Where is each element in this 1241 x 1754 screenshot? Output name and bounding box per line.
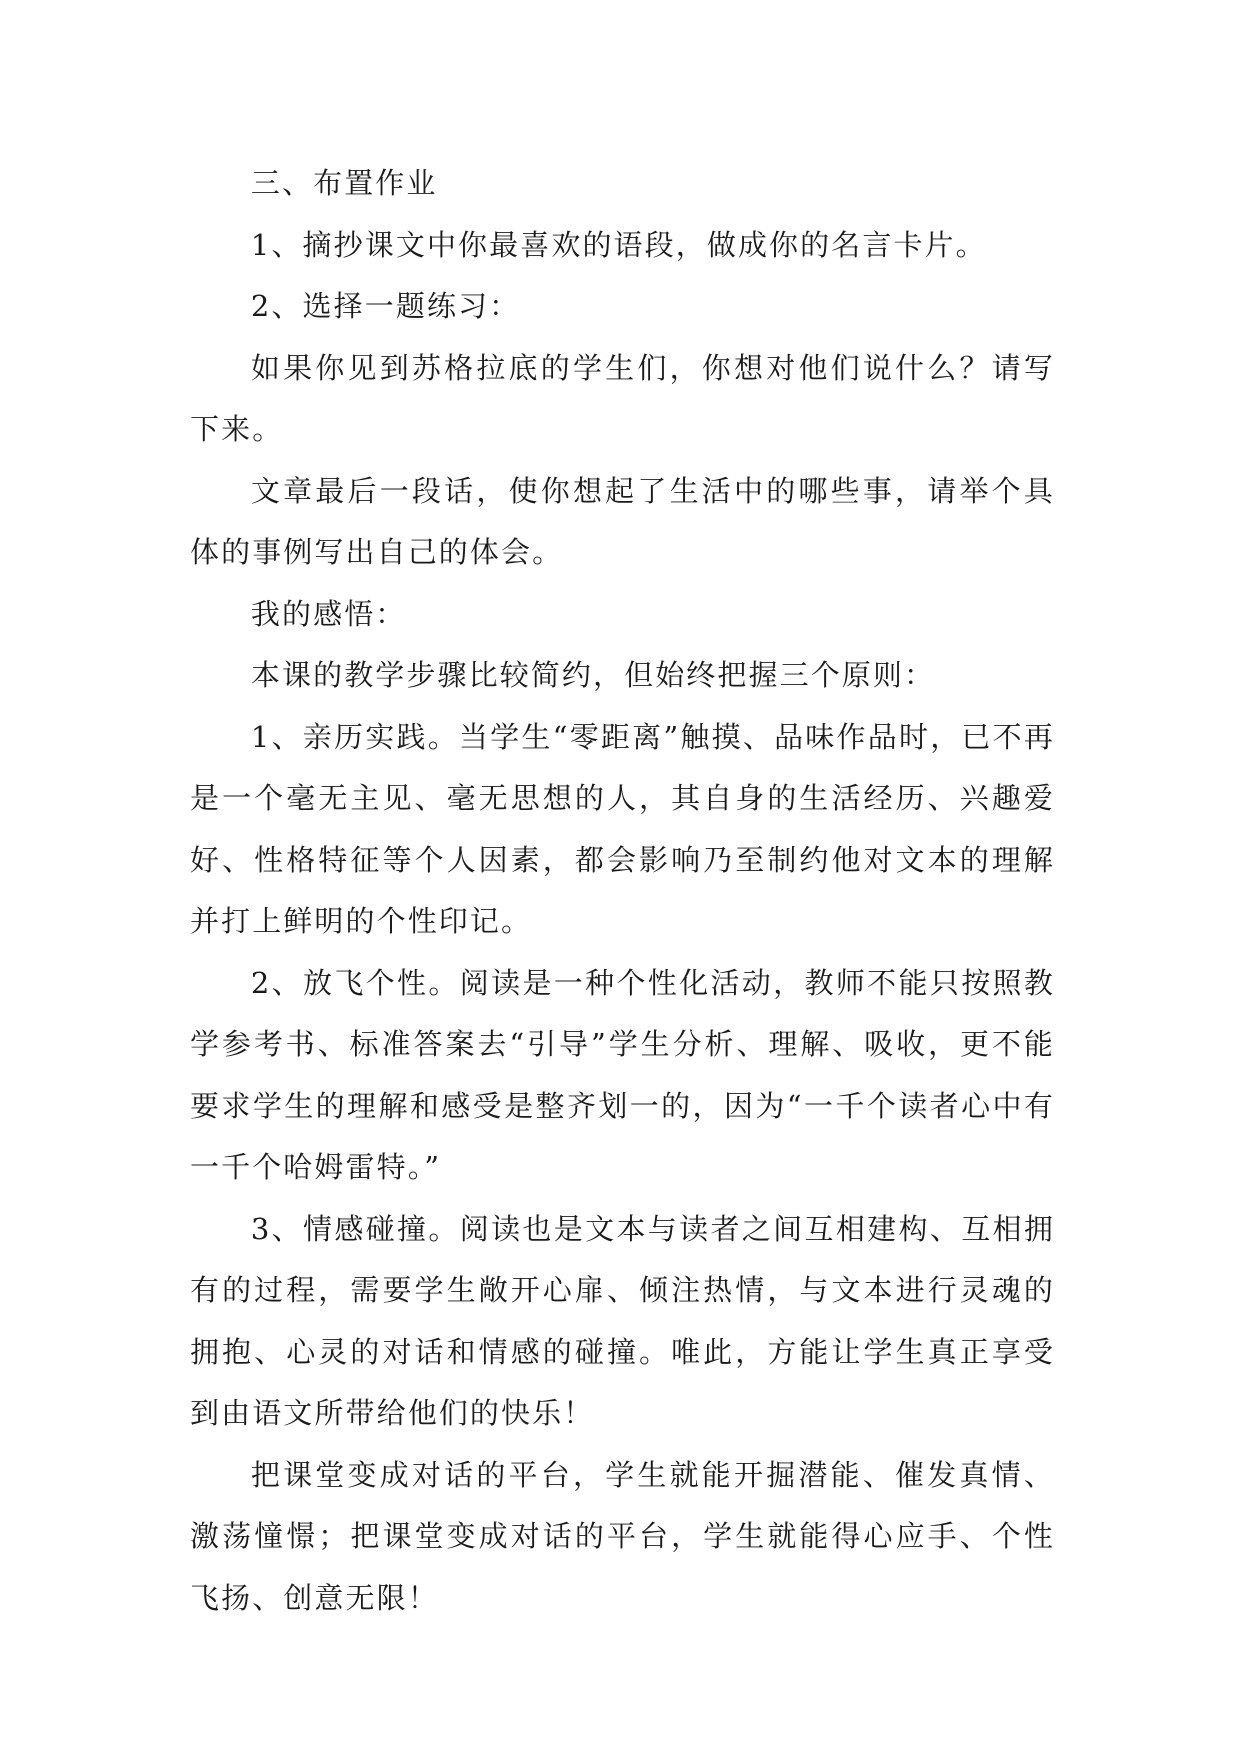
exercise-option-1: 如果你见到苏格拉底的学生们，你想对他们说什么？请写下来。 — [190, 350, 1055, 446]
exercise-option-2: 文章最后一段话，使你想起了生活中的哪些事，请举个具体的事例写出自己的体会。 — [190, 473, 1055, 569]
section-heading-homework: 三、布置作业 — [250, 166, 438, 200]
principle-3: 3、情感碰撞。阅读也是文本与读者之间互相建构、互相拥有的过程，需要学生敞开心扉、倾注热情，与文本进行灵魂的拥抱、心灵的对话和情感的碰撞。唯此，方能让学生真正享受到由语文所带给他们的快乐！ — [190, 1211, 1055, 1430]
reflection-intro: 本课的教学步骤比较简约，但始终把握三个原则： — [250, 658, 936, 692]
closing-paragraph: 把课堂变成对话的平台，学生就能开掘潜能、催发真情、激荡憧憬；把课堂变成对话的平台，学生就能得心应手、个性飞扬、创意无限！ — [190, 1457, 1055, 1615]
principle-1: 1、亲历实践。当学生“零距离”触摸、品味作品时，已不再是一个毫无主见、毫无思想的人，其自身的生活经历、兴趣爱好、性格特征等个人因素，都会影响乃至制约他对文本的理解并打上鲜明的个性印记。 — [190, 719, 1055, 938]
homework-item-2: 2、选择一题练习： — [250, 289, 521, 323]
principle-2: 2、放飞个性。阅读是一种个性化活动，教师不能只按照教学参考书、标准答案去“引导”学生分析、理解、吸收，更不能要求学生的理解和感受是整齐划一的，因为“一千个读者心中有一千个哈姆雷特。” — [190, 965, 1055, 1184]
document-body — [190, 153, 1055, 1629]
homework-item-1: 1、摘抄课文中你最喜欢的语段，做成你的名言卡片。 — [250, 227, 987, 262]
reflection-heading: 我的感悟： — [250, 596, 407, 631]
